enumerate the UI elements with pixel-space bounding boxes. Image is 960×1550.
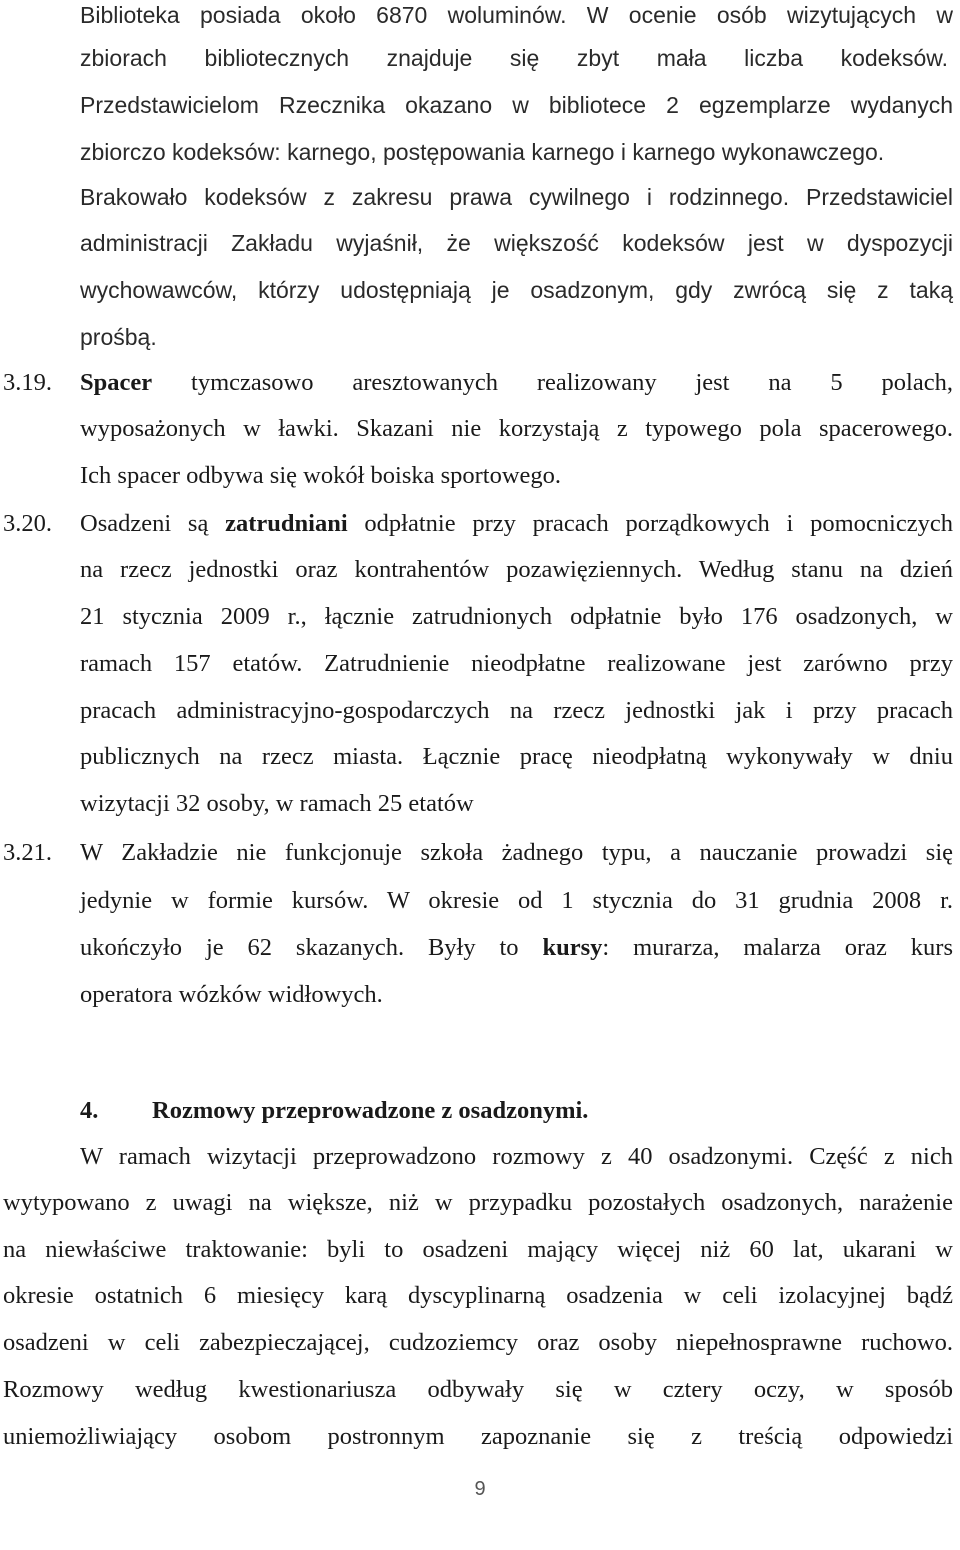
text-line: administracji Zakładu wyjaśnił, że większość kodeksów jest w dyspozycji — [80, 230, 953, 256]
text-line: Przedstawicielom Rzecznika okazano w bibliotece 2 egzemplarze wydanych — [80, 92, 953, 118]
section-number: 3.21. — [3, 839, 52, 866]
text-line: okresie ostatnich 6 miesięcy karą dyscyplinarną osadzenia w celi izolacyjnej bądź — [3, 1282, 953, 1309]
text-line: ukończyło je 62 skazanych. Były to kursy: murarza, malarza oraz kurs — [80, 934, 953, 961]
text-line: W ramach wizytacji przeprowadzono rozmowy z 40 osadzonymi. Część z nich — [80, 1143, 953, 1170]
text-line: publicznych na rzecz miasta. Łącznie pracę nieodpłatną wykonywały w dniu — [80, 743, 953, 770]
bold-term: kursy — [542, 934, 603, 961]
text-line: na rzecz jednostki oraz kontrahentów pozawięziennych. Według stanu na dzień — [80, 556, 953, 583]
text-line: uniemożliwiający osobom postronnym zapoznanie się z treścią odpowiedzi — [3, 1423, 953, 1450]
text-line: pracach administracyjno-gospodarczych na rzecz jednostki jak i przy pracach — [80, 697, 953, 724]
text-line: Osadzeni są zatrudniani odpłatnie przy pracach porządkowych i pomocniczych — [80, 510, 953, 537]
text-line: Biblioteka posiada około 6870 woluminów. W ocenie osób wizytujących w — [80, 2, 953, 28]
text-line: wytypowano z uwagi na większe, niż w przypadku pozostałych osadzonych, narażenie — [3, 1189, 953, 1216]
section-number: 3.20. — [3, 510, 52, 537]
text-line: Brakowało kodeksów z zakresu prawa cywilnego i rodzinnego. Przedstawiciel — [80, 184, 953, 210]
text-line: zbiorach bibliotecznych znajduje się zbyt mała liczba kodeksów. — [80, 45, 948, 71]
section-number: 3.19. — [3, 369, 52, 396]
heading-title: Rozmowy przeprowadzone z osadzonymi. — [152, 1097, 589, 1124]
text-line: Rozmowy według kwestionariusza odbywały się w cztery oczy, w sposób — [3, 1376, 953, 1403]
text-line: osadzeni w celi zabezpieczającej, cudzoziemcy oraz osoby niepełnosprawne ruchowo. — [3, 1329, 953, 1356]
text-line: Spacer tymczasowo aresztowanych realizowany jest na 5 polach, — [80, 369, 953, 396]
text-line: wyposażonych w ławki. Skazani nie korzystają z typowego pola spacerowego. — [80, 415, 953, 442]
text-line: jedynie w formie kursów. W okresie od 1 stycznia do 31 grudnia 2008 r. — [80, 887, 953, 914]
bold-term: Spacer — [80, 369, 153, 396]
text-line: na niewłaściwe traktowanie: byli to osadzeni mający więcej niż 60 lat, ukarani w — [3, 1236, 953, 1263]
bold-term: zatrudniani — [225, 510, 348, 537]
text-line: ramach 157 etatów. Zatrudnienie nieodpłatne realizowane jest zarówno przy — [80, 650, 953, 677]
text-line: zbiorczo kodeksów: karnego, postępowania karnego i karnego wykonawczego. — [80, 139, 885, 165]
text-line: 21 stycznia 2009 r., łącznie zatrudnionych odpłatnie było 176 osadzonych, w — [80, 603, 953, 630]
text-line: wychowawców, którzy udostępniają je osadzonym, gdy zwrócą się z taką — [80, 277, 953, 303]
text-line: W Zakładzie nie funkcjonuje szkoła żadnego typu, a nauczanie prowadzi się — [80, 839, 953, 866]
page-number: 9 — [474, 1478, 486, 1500]
text-line: prośbą. — [80, 324, 157, 350]
text-line: Ich spacer odbywa się wokół boiska sportowego. — [80, 462, 562, 489]
text-line: wizytacji 32 osoby, w ramach 25 etatów — [80, 790, 474, 817]
text-line: operatora wózków widłowych. — [80, 981, 383, 1008]
heading-number: 4. — [80, 1097, 99, 1124]
